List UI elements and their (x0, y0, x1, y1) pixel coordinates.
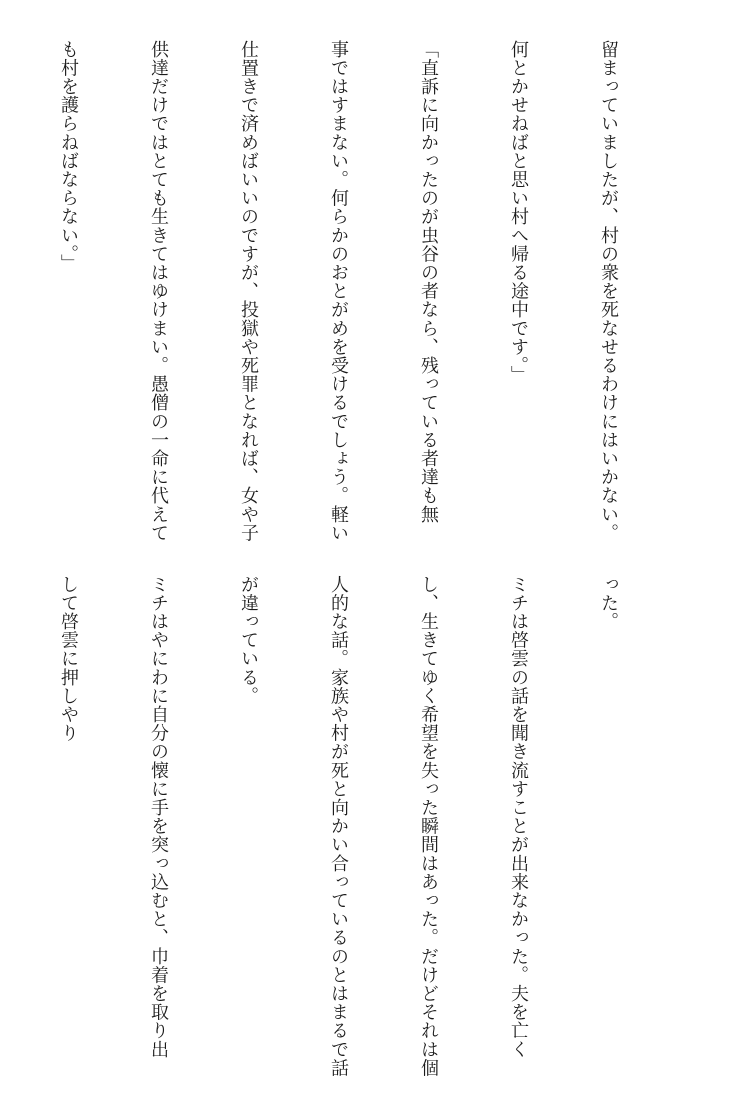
text-line: 「直訴に向かったのが虫谷の者なら、残っている者達も無 (418, 40, 439, 524)
text-line: 何とかせねばと思い村へ帰る途中です。」 (508, 40, 529, 385)
text-line: ミチは啓雲の話を聞き流すことが出来なかった。夫を亡く (508, 575, 529, 1059)
text-line: 人的な話。家族や村が死と向かい合っているのとはまるで話 (328, 575, 349, 1078)
text-line: った。 (598, 575, 619, 631)
text-line: して啓雲に押しやり (58, 575, 79, 743)
text-line: 事ではすまない。何らかのおとがめを受けるでしょう。軽い (328, 40, 349, 543)
text-line: も村を護らねばならない。」 (58, 40, 79, 273)
lower-text-block (58, 575, 683, 1078)
text-line: 仕置きで済めばいいのですが、投獄や死罪となれば、女や子 (238, 40, 259, 543)
text-line: が違っている。 (238, 575, 259, 706)
text-line: 留まっていましたが、村の衆を死なせるわけにはいかない。 (598, 40, 619, 543)
text-line: 供達だけではとても生きてはゆけまい。愚僧の一命に代えて (148, 40, 169, 543)
text-line: し、生きてゆく希望を失った瞬間はあった。だけどそれは個 (418, 575, 439, 1078)
text-line: ミチはやにわに自分の懐に手を突っ込むと、巾着を取り出 (148, 575, 169, 1059)
upper-text-block (43, 40, 683, 543)
